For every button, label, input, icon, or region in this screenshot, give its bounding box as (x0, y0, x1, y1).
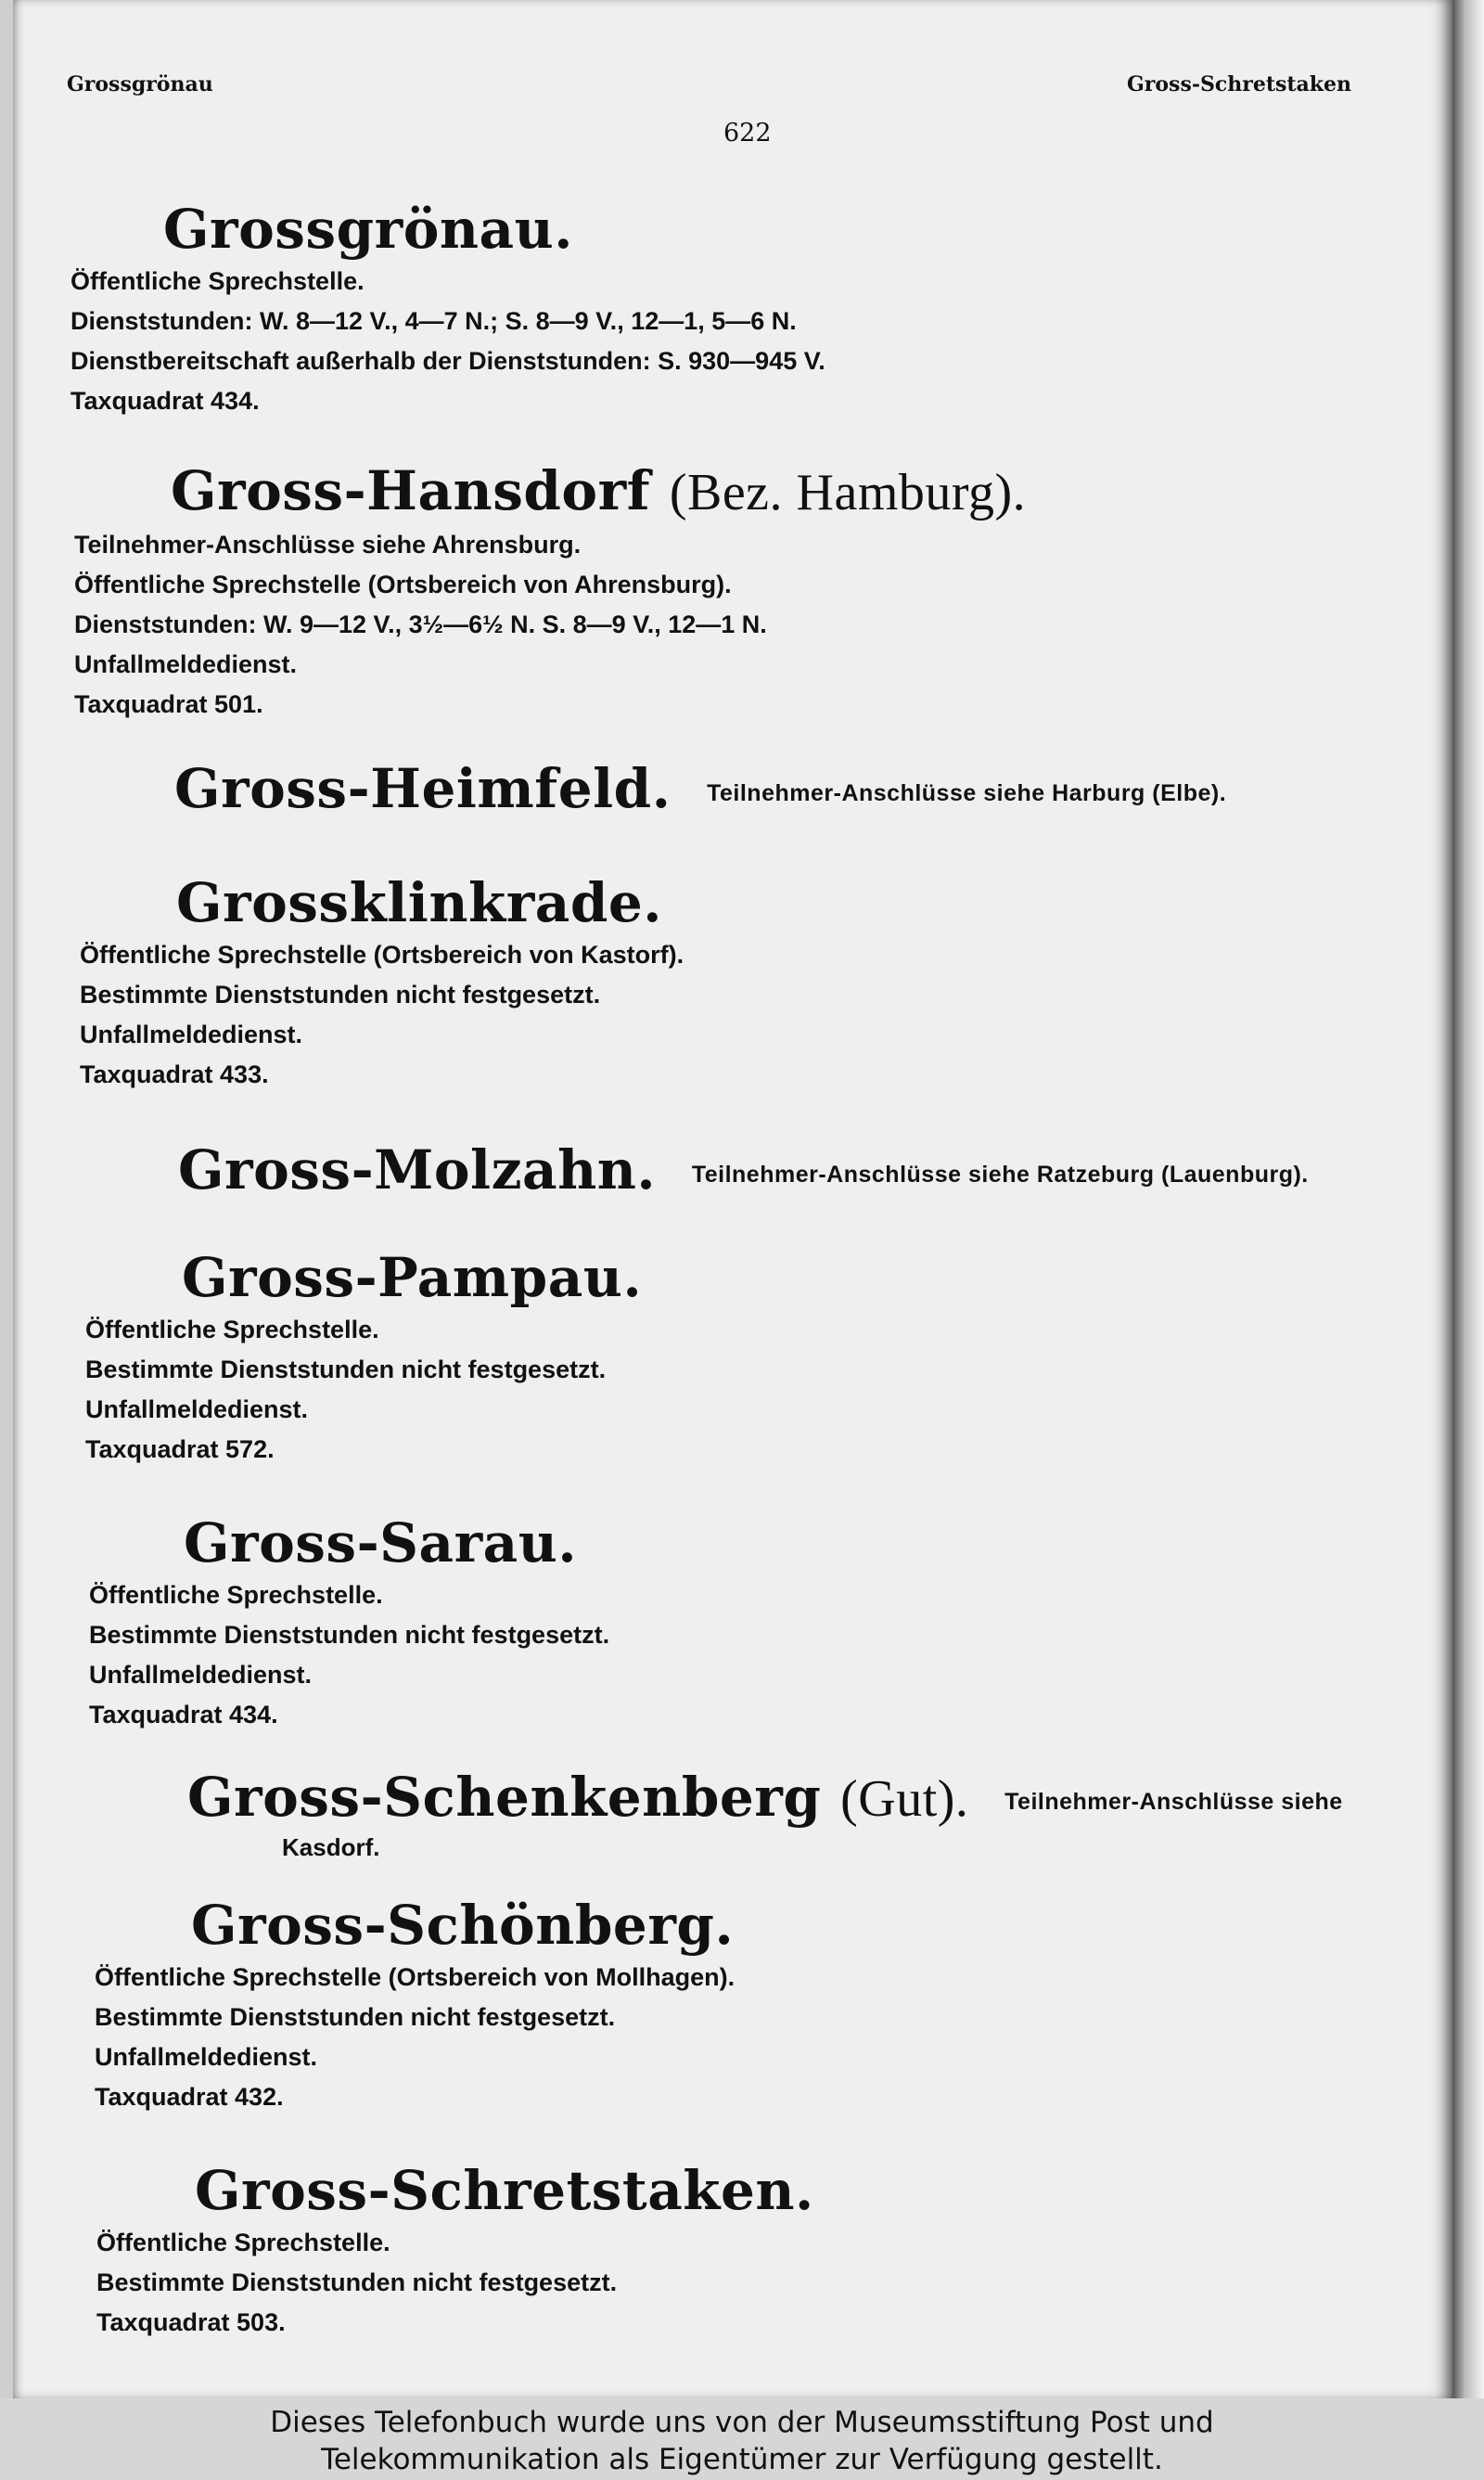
entry-title-suffix: (Bez. Hamburg). (669, 464, 1027, 521)
entry-line: Bestimmte Dienststunden nicht festgesetzt. (89, 1621, 610, 1649)
entry-crossref: Teilnehmer-Anschlüsse siehe (1004, 1789, 1343, 1815)
footer-line: Telekommunikation als Eigentümer zur Verfügung gestellt. (321, 2443, 1163, 2476)
entry-line: Öffentliche Sprechstelle. (89, 1581, 383, 1609)
footer-line: Dieses Telefonbuch wurde uns von der Museumsstiftung Post und (270, 2406, 1214, 2439)
entry-line: Bestimmte Dienststunden nicht festgesetzt. (85, 1356, 607, 1383)
entry-gross-schenkenberg (187, 1765, 1343, 1861)
entry-title: Grossklinkrade. (176, 871, 662, 934)
entry-title: Gross-Sarau. (184, 1511, 578, 1574)
entry-line: Taxquadrat 501. (74, 690, 263, 718)
entry-line: Dienststunden: W. 8—12 V., 4—7 N.; S. 8—9 V., 12—1, 5—6 N. (70, 307, 797, 335)
entry-gross-heimfeld (174, 756, 1226, 826)
running-header-left: Grossgrönau (67, 72, 213, 96)
entry-title: Gross-Hansdorf (171, 459, 651, 522)
entry-line: Unfallmeldedienst. (80, 1021, 303, 1048)
entry-title: Gross-Schenkenberg (187, 1766, 822, 1829)
entry-line: Öffentliche Sprechstelle. (96, 2229, 390, 2256)
entry-gross-schretstaken (96, 2158, 814, 2343)
entry-line: Taxquadrat 503. (96, 2308, 286, 2336)
entry-line: Teilnehmer-Anschlüsse siehe Ahrensburg. (74, 531, 582, 559)
entry-line: Dienststunden: W. 9—12 V., 3½—6½ N. S. 8—9 V., 12—1 N. (74, 610, 767, 638)
entry-line: Taxquadrat 432. (95, 2083, 284, 2111)
entry-title: Gross-Schönberg. (191, 1894, 735, 1957)
entry-grossklinkrade (80, 870, 684, 1095)
entry-title: Gross-Schretstaken. (195, 2159, 814, 2222)
entry-line: Öffentliche Sprechstelle (Ortsbereich von Ahrensburg). (74, 571, 732, 598)
entry-line: Öffentliche Sprechstelle. (70, 267, 365, 295)
entry-gross-pampau (85, 1245, 642, 1470)
entry-line: Unfallmeldedienst. (74, 650, 298, 678)
attribution-footer (0, 2398, 1484, 2480)
entry-gross-sarau (89, 1510, 609, 1735)
entry-grossgroenau (70, 197, 825, 421)
running-header-right: Gross-Schretstaken (1127, 72, 1352, 96)
entry-title: Gross-Heimfeld. (174, 757, 672, 820)
entry-line: Öffentliche Sprechstelle. (85, 1316, 379, 1343)
entry-title: Gross-Molzahn. (178, 1138, 657, 1201)
entry-line: Taxquadrat 572. (85, 1435, 275, 1463)
page-edge (1452, 0, 1484, 2398)
entry-crossref-continuation: Kasdorf. (282, 1833, 380, 1861)
entry-title: Gross-Pampau. (182, 1246, 643, 1309)
entry-gross-schoenberg (95, 1893, 735, 2117)
entry-gross-hansdorf (74, 458, 1026, 725)
entry-line: Unfallmeldedienst. (85, 1395, 309, 1423)
page-number: 622 (723, 119, 772, 148)
entry-line: Öffentliche Sprechstelle (Ortsbereich von Kastorf). (80, 941, 684, 969)
entry-line: Taxquadrat 434. (70, 387, 260, 415)
entry-gross-molzahn (178, 1137, 1309, 1207)
entry-line: Bestimmte Dienststunden nicht festgesetzt. (80, 981, 601, 1009)
entry-title: Grossgrönau. (163, 198, 573, 261)
entry-crossref: Teilnehmer-Anschlüsse siehe Harburg (Elbe). (707, 780, 1227, 806)
entry-line: Dienstbereitschaft außerhalb der Dienststunden: S. 930—945 V. (70, 347, 825, 375)
entry-line: Bestimmte Dienststunden nicht festgesetzt. (95, 2003, 616, 2031)
entry-line: Öffentliche Sprechstelle (Ortsbereich von Mollhagen). (95, 1963, 736, 1991)
entry-crossref: Teilnehmer-Anschlüsse siehe Ratzeburg (Lauenburg). (691, 1162, 1309, 1188)
entry-line: Unfallmeldedienst. (95, 2043, 318, 2071)
entry-line: Taxquadrat 434. (89, 1701, 278, 1728)
entry-line: Bestimmte Dienststunden nicht festgesetzt. (96, 2268, 618, 2296)
entry-line: Taxquadrat 433. (80, 1060, 269, 1088)
entry-title-suffix: (Gut). (840, 1770, 969, 1828)
entry-line: Unfallmeldedienst. (89, 1661, 313, 1689)
